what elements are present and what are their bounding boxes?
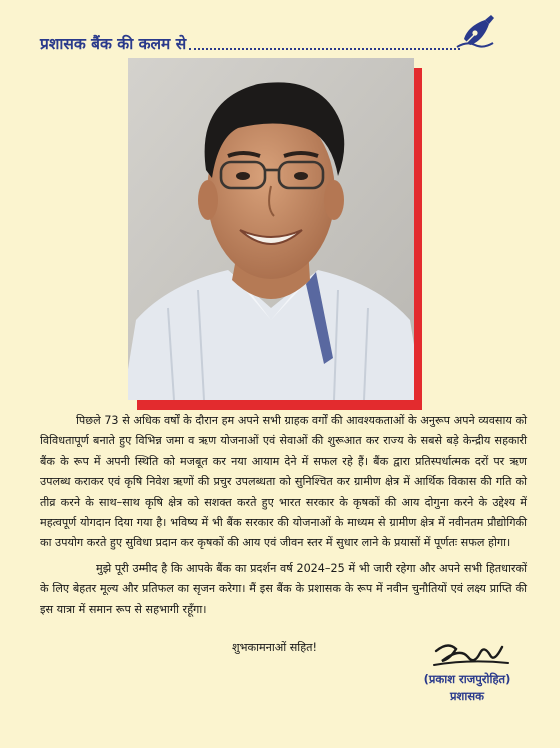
letter-paragraph-2: मुझे पूरी उम्मीद है कि आपके बैंक का प्रदर्शन वर्ष 2024–25 में भी जारी रहेगा और अपने सभी हितधारकों के लिए बेहतर मूल्य और प्रतिफल का सृजन करेगा। मैं इस बैंक के प्रशासक के रूप में नवीन चुनौतियों एवं लक्ष्य प्राप्ति की इस यात्रा में समान रूप से सहभागी रहूँगा। — [40, 561, 527, 616]
letter-body — [40, 411, 527, 620]
dotted-rule — [189, 48, 460, 50]
signer-name: (प्रकाश राजपुरोहित) — [423, 672, 511, 686]
portrait-photo — [128, 58, 414, 400]
signature-image — [430, 637, 510, 673]
closing-greeting: शुभकामनाओं सहित! — [232, 641, 318, 654]
page-title: प्रशासक बैंक की कलम से — [40, 35, 187, 53]
letter-paragraph-1: पिछले 73 से अधिक वर्षों के दौरान हम अपने सभी ग्राहक वर्गों की आवश्यकताओं के अनुरूप अपने व्यवसाय को विविधतापूर्ण बनाते हुए विभिन्न जमा व ऋण योजनाओं एवं सेवाओं की शुरूआत कर राज्य के सबसे बड़े केन्द्रीय सहकारी बैंक के रूप में अपनी स्थिति को मजबूत कर नया आयाम देने में सफल रहे हैं। बैंक द्वारा प्रतिस्पर्धात्मक दरों पर ऋण उपलब्ध कराकर एवं कृषि निवेश ऋणों की प्रचुर उपलब्धता को सुनिश्चित कर ग्रामीण क्षेत्र में आर्थिक विकास की गति को तीव्र करने के साथ–साथ कृषि क्षेत्र को सशक्त करते हुए भारत सरकार के कृषकों की आय दोगुना करने के उद्देश्य में महत्वपूर्ण योगदान दिया गया है। भविष्य में भी बैंक सरकार की योजनाओं के माध्यम से ग्रामीण क्षेत्र में नवीनतम प्रौद्योगिकी का उपयोग करते हुए सुविधा प्रदान कर कृषकों की आय एवं जीवन स्तर में सुधार लाने के प्रयासों में पूर्णतः सफल होगा। — [40, 414, 527, 550]
fountain-pen-nib-icon — [455, 14, 495, 50]
signer-title: प्रशासक — [450, 689, 484, 703]
section-heading — [40, 30, 460, 54]
